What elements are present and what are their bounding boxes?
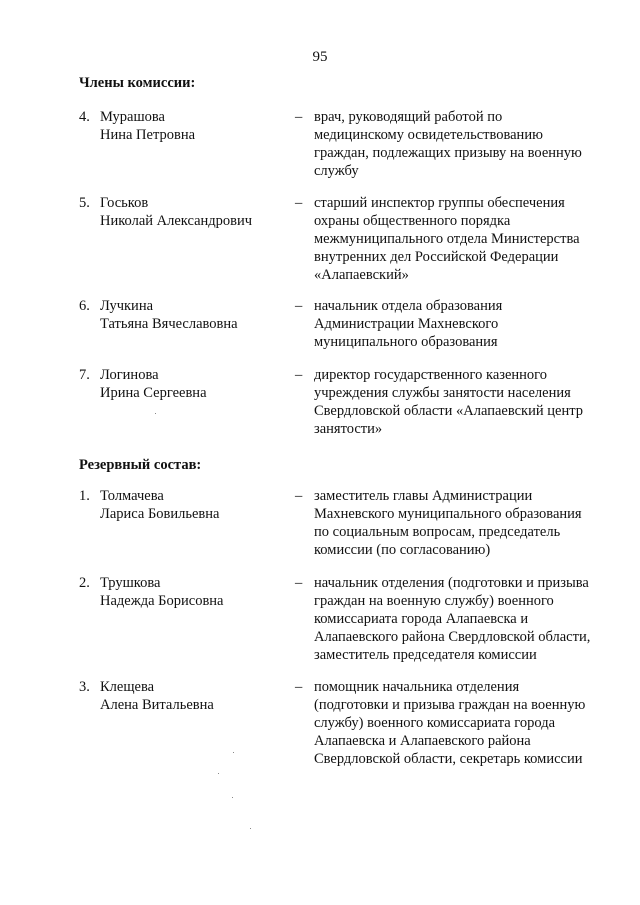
entry-dash: – — [295, 367, 303, 383]
role-line: Алапаевского района Свердловской области, — [314, 629, 591, 645]
role-line: службу) военного комиссариата города — [314, 715, 556, 731]
scan-speck — [232, 797, 233, 798]
scan-speck — [155, 413, 156, 414]
entry-given-name: Николай Александрович — [100, 213, 253, 229]
role-line: межмуниципального отдела Министерства — [314, 231, 580, 247]
entry-role — [314, 487, 619, 559]
role-line: помощник начальника отделения — [314, 679, 520, 695]
role-line: Свердловской области «Алапаевский центр — [314, 403, 583, 419]
page-number: 95 — [312, 49, 328, 65]
entry-given-name: Татьяна Вячеславовна — [100, 316, 238, 332]
entry-given-name: Лариса Бовильевна — [100, 506, 220, 522]
role-line: Махневского муниципального образования — [314, 506, 582, 522]
scan-speck — [233, 752, 234, 753]
entry-name — [100, 194, 290, 230]
role-line: граждан на военную службу) военного — [314, 593, 554, 609]
entry-dash: – — [295, 109, 303, 125]
role-line: «Алапаевский» — [314, 267, 409, 283]
role-line: комиссариата города Алапаевска и — [314, 611, 529, 627]
role-line: заместитель главы Администрации — [314, 488, 533, 504]
entry-surname: Клещева — [100, 679, 155, 695]
entry-number: 4. — [79, 109, 90, 125]
entry-number: 1. — [79, 488, 90, 504]
entry-dash: – — [295, 488, 303, 504]
entry-given-name: Алена Витальевна — [100, 697, 214, 713]
role-line: директор государственного казенного — [314, 367, 548, 383]
entry-given-name: Надежда Борисовна — [100, 593, 224, 609]
entry-name — [100, 366, 290, 402]
entry-dash: – — [295, 298, 303, 314]
role-line: Администрации Махневского — [314, 316, 499, 332]
role-line: начальник отделения (подготовки и призыва — [314, 575, 589, 591]
entry-surname: Трушкова — [100, 575, 161, 591]
entry-name — [100, 297, 290, 333]
role-line: службу — [314, 163, 359, 179]
entry-dash: – — [295, 195, 303, 211]
role-line: граждан, подлежащих призыву на военную — [314, 145, 582, 161]
entry-role — [314, 297, 619, 351]
entry-role — [314, 366, 619, 438]
role-line: по социальным вопросам, председатель — [314, 524, 561, 540]
entry-role — [314, 108, 619, 180]
entry-name — [100, 574, 290, 610]
entry-surname: Логинова — [100, 367, 159, 383]
entry-surname: Мурашова — [100, 109, 165, 125]
section-heading-reserve: Резервный состав: — [79, 457, 202, 473]
role-line: внутренних дел Российской Федерации — [314, 249, 559, 265]
role-line: муниципального образования — [314, 334, 498, 350]
entry-name — [100, 108, 290, 144]
role-line: охраны общественного порядка — [314, 213, 511, 229]
role-line: Свердловской области, секретарь комиссии — [314, 751, 583, 767]
entry-dash: – — [295, 679, 303, 695]
entry-role — [314, 194, 619, 284]
role-line: занятости» — [314, 421, 383, 437]
role-line: Алапаевска и Алапаевского района — [314, 733, 531, 749]
section-heading-members: Члены комиссии: — [79, 75, 196, 91]
entry-role — [314, 574, 619, 664]
entry-number: 6. — [79, 298, 90, 314]
entry-surname: Госьков — [100, 195, 149, 211]
entry-name — [100, 678, 290, 714]
entry-number: 3. — [79, 679, 90, 695]
role-line: (подготовки и призыва граждан на военную — [314, 697, 586, 713]
role-line: начальник отдела образования — [314, 298, 503, 314]
entry-surname: Лучкина — [100, 298, 154, 314]
entry-number: 5. — [79, 195, 90, 211]
entry-dash: – — [295, 575, 303, 591]
entry-given-name: Ирина Сергеевна — [100, 385, 207, 401]
entry-role — [314, 678, 619, 768]
scan-speck — [218, 773, 219, 774]
role-line: врач, руководящий работой по — [314, 109, 503, 125]
entry-given-name: Нина Петровна — [100, 127, 196, 143]
scan-speck — [250, 828, 251, 829]
role-line: медицинскому освидетельствованию — [314, 127, 543, 143]
entry-number: 2. — [79, 575, 90, 591]
role-line: комиссии (по согласованию) — [314, 542, 491, 558]
role-line: заместитель председателя комиссии — [314, 647, 537, 663]
entry-name — [100, 487, 290, 523]
role-line: старший инспектор группы обеспечения — [314, 195, 565, 211]
role-line: учреждения службы занятости населения — [314, 385, 571, 401]
entry-number: 7. — [79, 367, 90, 383]
entry-surname: Толмачева — [100, 488, 164, 504]
